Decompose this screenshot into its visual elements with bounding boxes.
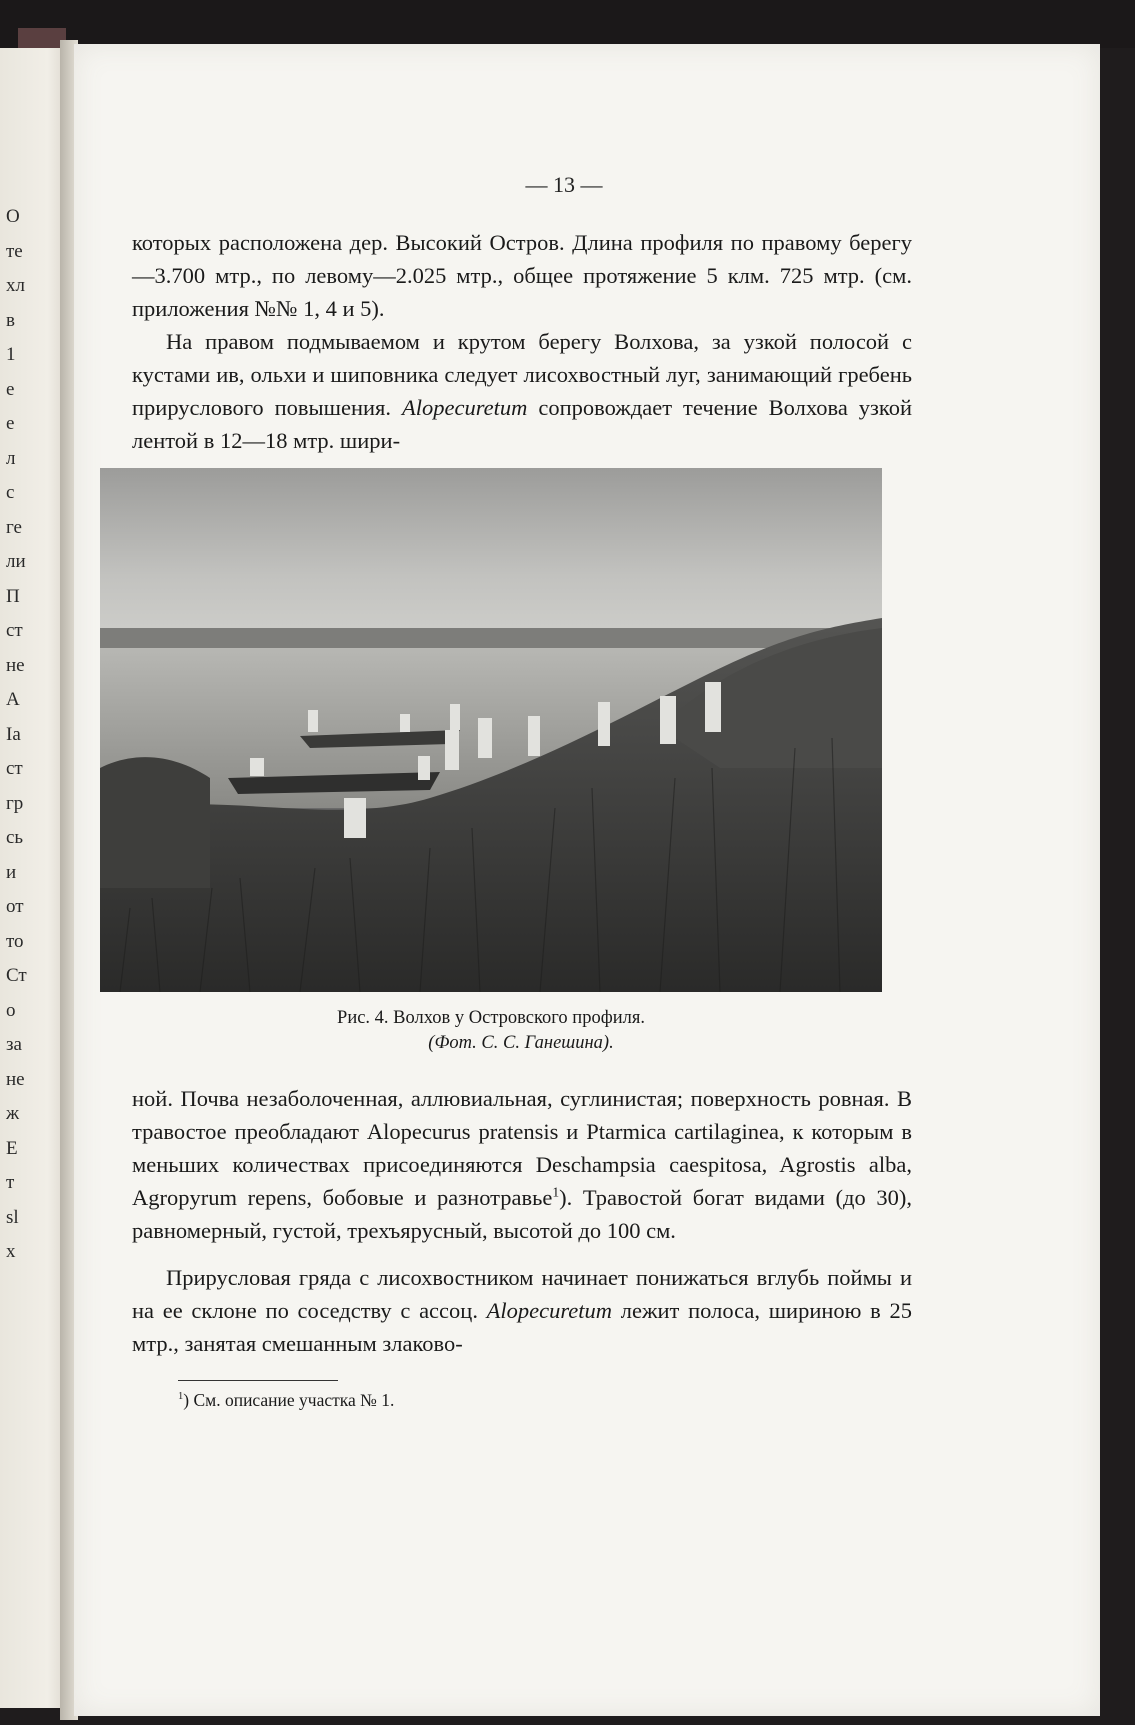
previous-page-text-fragment: сь <box>6 827 24 848</box>
paragraph-2-latin-term: Alopecuretum <box>401 395 528 420</box>
previous-page-edge <box>0 48 68 1708</box>
previous-page-text-fragment: Ст <box>6 965 27 986</box>
footnote <box>178 1390 394 1411</box>
previous-page-text-fragment: т <box>6 1172 15 1193</box>
previous-page-text-fragment: о <box>6 999 16 1021</box>
document-page <box>74 44 1100 1716</box>
previous-page-text-fragment: ге <box>6 516 22 538</box>
previous-page-text-fragment: е <box>6 378 15 400</box>
paragraph-1: которых расположена дер. Высокий Остров. Длина профиля по правому берегу—3.700 мтр., по левому—2.025 мтр., общее протяжение 5 клм. 725 мтр. (см. приложения №№ 1, 4 и 5). <box>132 230 912 321</box>
photo-sky <box>100 468 882 648</box>
previous-page-text-fragment: ст <box>6 758 23 779</box>
footnote-mark: 1 <box>178 1391 184 1403</box>
paragraph-2-text-a: На правом подмываемом и крутом берегу Волхова, за узкой полосой с кустами ив, ольхи и шиповника следует лисохвостный луг, занимающий гребень прируслового повышения. <box>132 329 912 420</box>
footnote-rule <box>178 1380 338 1381</box>
previous-page-text-fragment: О <box>6 206 20 227</box>
figure-photo-volkhov <box>100 468 882 992</box>
page-number: — 13 — <box>525 172 603 197</box>
paragraph-2 <box>132 325 912 457</box>
previous-page-text-fragment: А <box>6 689 20 710</box>
previous-page-text-fragment: Іа <box>6 723 21 745</box>
paragraph-3-text-b: ). Травостой богат видами (до 30), равномерный, густой, трехъярусный, высотой до 100 см. <box>132 1185 912 1243</box>
previous-page-text-fragment: с <box>6 482 15 503</box>
previous-page-text-fragment: не <box>6 1068 25 1090</box>
paragraph-4-text-b: лежит полоса, шириною в 25 мтр., занятая смешанным злаково- <box>132 1298 913 1356</box>
previous-page-text-fragment: sl <box>6 1206 19 1228</box>
previous-page-text-fragment: за <box>6 1034 22 1055</box>
previous-page-text-fragment: Е <box>6 1137 18 1159</box>
scan-color-mark <box>18 28 66 48</box>
previous-page-text-fragment: в <box>6 309 15 331</box>
text-block-top <box>132 226 912 457</box>
figure-caption-title: Рис. 4. Волхов у Островского профиля. <box>337 1008 645 1028</box>
previous-page-text-fragment: ли <box>6 551 26 572</box>
previous-page-text-fragment: не <box>6 654 25 676</box>
previous-page-text-fragment: от <box>6 896 24 917</box>
paragraph-4-latin-term: Alopecuretum <box>486 1298 613 1323</box>
paragraph-2-text-b: сопровождает течение Волхова узкой лентой в 12—18 мтр. шири- <box>132 395 912 453</box>
footnote-text: ) См. описание участка № 1. <box>183 1390 395 1410</box>
previous-page-text-fragment: ст <box>6 620 23 641</box>
previous-page-text-fragment: е <box>6 413 15 434</box>
paragraph-4-text-a: Прирусловая гряда с лисохвостником начинает понижаться вглубь поймы и на ее склоне по соседству с ассоц. <box>132 1265 912 1323</box>
figure-caption-credit: (Фот. С. С. Ганешина). <box>428 1033 614 1053</box>
paragraph-3-text-a: ной. Почва незаболоченная, аллювиальная, суглинистая; поверхность ровная. В травостое преобладают Alopecurus pratensis и Ptarmica cartilaginea, к которым в меньших количествах присоединяются Deschampsia caespitosa, Agrostis alba, Agropyrum repens, бобовые и разнотравье <box>132 1086 912 1210</box>
paragraph-4 <box>132 1261 912 1360</box>
photo-far-shore <box>100 628 882 648</box>
previous-page-text-fragment: те <box>6 240 23 262</box>
previous-page-text-fragment: и <box>6 861 17 883</box>
previous-page-text-fragment: х <box>6 1241 16 1262</box>
paragraph-3 <box>132 1082 912 1247</box>
previous-page-text-fragment: хл <box>6 275 25 296</box>
previous-page-text-fragment: гр <box>6 792 24 814</box>
previous-page-text-fragment: то <box>6 930 24 952</box>
photo-left-reeds <box>100 757 210 888</box>
scan-top-strip <box>0 0 1135 48</box>
previous-page-text-fragment: П <box>6 585 20 607</box>
previous-page-text-fragment: ж <box>6 1103 20 1124</box>
text-block-bottom <box>132 1082 912 1360</box>
figure-caption <box>74 1006 908 1056</box>
previous-page-text-fragment: 1 <box>6 344 16 365</box>
paragraph-3-footnote-ref: 1 <box>552 1184 560 1200</box>
river-photo-image <box>100 468 882 992</box>
previous-page-text-fragment: л <box>6 447 16 469</box>
